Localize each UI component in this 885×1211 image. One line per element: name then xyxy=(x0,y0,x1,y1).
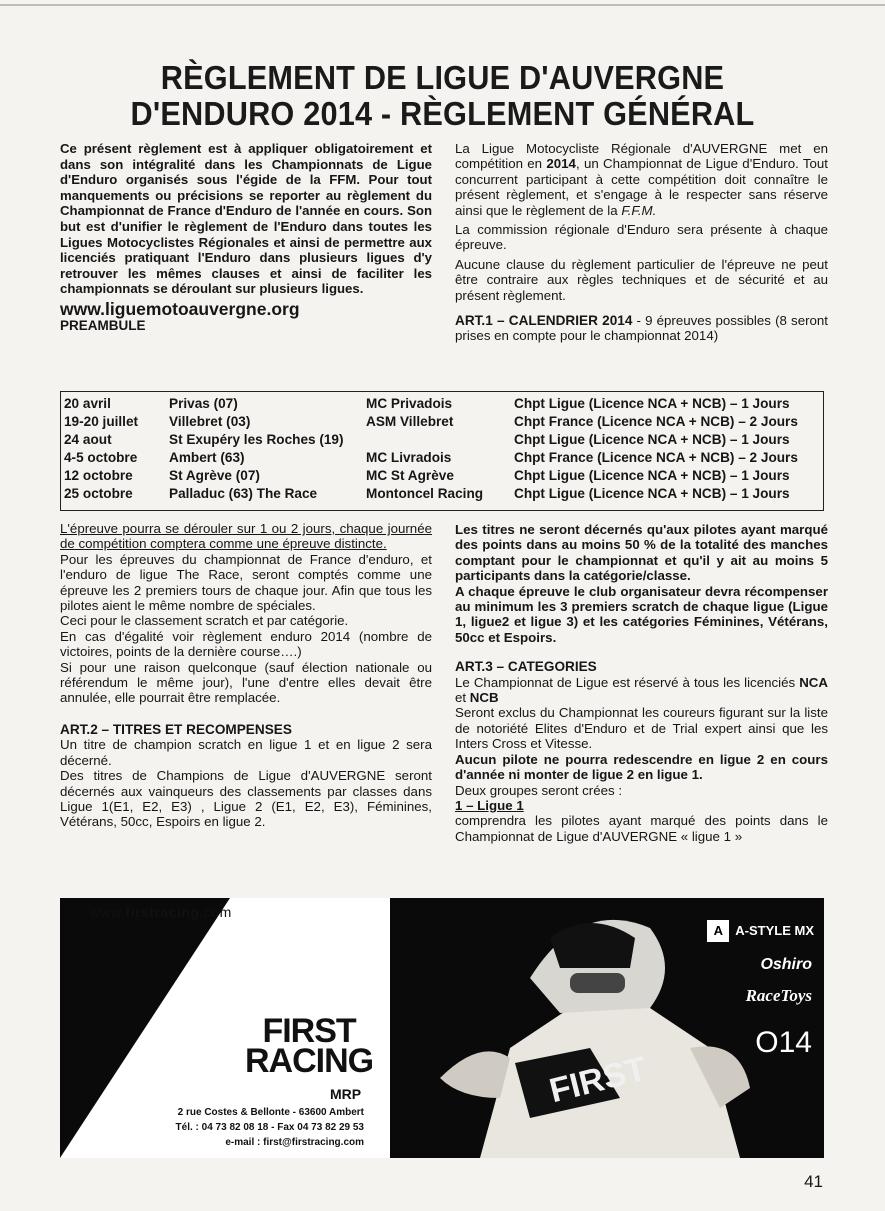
ad-url[interactable] xyxy=(90,904,232,920)
logo-line-1: FIRST xyxy=(262,1012,356,1050)
text-span: www. xyxy=(90,904,126,920)
art1-paragraph xyxy=(455,313,828,344)
ad-phone: Tél. : 04 73 82 08 18 - Fax 04 73 82 29 53 xyxy=(175,1122,364,1133)
left-body-p4: Si pour une raison quelconque (sauf élection nationale ou référendum le même jour), l'une d'entre elles devait être annulée, elle pourrait être remplacée. xyxy=(60,659,432,706)
cal-date: 24 aout xyxy=(64,432,112,447)
nca-span: NCA xyxy=(799,674,828,690)
logo-line-2: RACING xyxy=(245,1042,374,1080)
cal-date: 20 avril xyxy=(64,396,111,411)
right-intro-p3: Aucune clause du règlement particulier de l'épreuve ne peut être contraire aux règles techniques et de sécurité et au présent règlement. xyxy=(455,256,828,303)
title-line-2: D'ENDURO 2014 - RÈGLEMENT GÉNÉRAL xyxy=(130,95,755,132)
brand-oshiro: Oshiro xyxy=(760,956,812,973)
ad-address: 2 rue Costes & Bellonte - 63600 Ambert xyxy=(177,1107,364,1118)
right-body-column xyxy=(455,522,828,844)
right-intro-p1 xyxy=(455,141,828,218)
art3-p4: Deux groupes seront crées : xyxy=(455,782,623,798)
intro-column xyxy=(60,141,432,333)
year-span: 2014 xyxy=(546,156,576,172)
art3-p3: Aucun pilote ne pourra redescendre en ligue 2 en cours d'année ni monter de ligue 2 en ligue 1. xyxy=(455,751,828,783)
website-link[interactable]: www.liguemotoauvergne.org xyxy=(60,298,300,319)
advertisement xyxy=(60,898,824,1158)
art2-heading: ART.2 – TITRES ET RECOMPENSES xyxy=(60,721,292,737)
text-span: Le Championnat de Ligue est réservé à tous les licenciés xyxy=(455,674,800,690)
cal-place: St Exupéry les Roches (19) xyxy=(169,432,344,447)
text-span: firstracing xyxy=(125,904,200,920)
cal-type: Chpt Ligue (Licence NCA + NCB) – 1 Jours xyxy=(514,486,790,501)
left-body-p2: Ceci pour le classement scratch et par catégorie. xyxy=(60,613,349,629)
jersey-text: FIRST xyxy=(545,1049,651,1111)
left-body-p3: En cas d'égalité voir règlement enduro 2014 (nombre de victoires, points de la dernière course….) xyxy=(60,628,432,660)
cal-place: St Agrève (07) xyxy=(169,468,260,483)
page-number: 41 xyxy=(804,1172,823,1191)
art3-p1 xyxy=(455,675,828,706)
first-racing-logo xyxy=(245,1012,374,1080)
ad-company: MRP xyxy=(330,1086,362,1102)
cal-place: Ambert (63) xyxy=(169,450,245,465)
title-line-1: RÈGLEMENT DE LIGUE D'AUVERGNE xyxy=(160,59,725,96)
art2-p1: Un titre de champion scratch en ligue 1 et en ligue 2 sera décerné. xyxy=(60,737,432,768)
table-row xyxy=(61,396,823,414)
cal-type: Chpt France (Licence NCA + NCB) – 2 Jours xyxy=(514,414,798,429)
cal-date: 19-20 juillet xyxy=(64,414,139,429)
table-row xyxy=(61,432,823,450)
astyle-logo-icon: A xyxy=(707,920,729,942)
right-intro-column xyxy=(455,141,828,344)
ligue1-text: comprendra les pilotes ayant marqué des points dans le Championnat de Ligue d'AUVERGNE « ligue 1 » xyxy=(455,813,828,844)
table-row xyxy=(61,468,823,486)
brand1-label: A-STYLE MX xyxy=(735,923,814,938)
table-row xyxy=(61,486,823,504)
left-body-column xyxy=(60,521,432,830)
preamble-heading: PREAMBULE xyxy=(60,317,146,333)
cal-type: Chpt Ligue (Licence NCA + NCB) – 1 Jours xyxy=(514,468,790,483)
left-body-p1: Pour les épreuves du championnat de France d'enduro, et l'enduro de ligue The Race, seront comptés comme une épreuve les 2 premiers tours de chaque jour. Afin que tous les pilotes aient le même nombre de spéciales. xyxy=(60,551,432,614)
right-body-b1: Les titres ne seront décernés qu'aux pilotes ayant marqué des points dans au moins 50 % de la totalité des manches comptant pour le championnat et qu'il y ait au moins 5 participants dans la catégorie/classe. xyxy=(455,522,828,584)
table-row xyxy=(61,414,823,432)
cal-club: ASM Villebret xyxy=(366,414,454,429)
cal-place: Villebret (03) xyxy=(169,414,251,429)
cal-club: MC Livradois xyxy=(366,450,452,465)
art3-heading: ART.3 – CATEGORIES xyxy=(455,659,597,675)
intro-text: Ce présent règlement est à appliquer obligatoirement et dans son intégralité dans les Championnats de Ligue d'Enduro organisés sous l'égide de la FFM. Pour tout manquements ou précisions se reporter au règlement du Championnat de France d'Enduro de l'année en cours. Son but est d'unifier le règlement de l'Enduro dans toutes les Ligues Motocyclistes Régionales et ainsi de permettre aux licenciés pratiquant l'Enduro dans plusieurs ligues d'y retrouver les mêmes clauses et ainsi de faciliter les championnats se déroulant sur plusieurs ligues. xyxy=(60,141,432,297)
rider-illustration-icon xyxy=(420,898,750,1158)
cal-date: 4-5 octobre xyxy=(64,450,138,465)
cal-club: MC St Agrève xyxy=(366,468,454,483)
ad-email: e-mail : first@firstracing.com xyxy=(225,1137,364,1148)
ad-contact xyxy=(176,1105,364,1150)
cal-date: 12 octobre xyxy=(64,468,133,483)
underlined-note: L'épreuve pourra se dérouler sur 1 ou 2 jours, chaque journée de compétition comptera comme une épreuve distincte. xyxy=(60,521,432,552)
cal-place: Privas (07) xyxy=(169,396,238,411)
cal-type: Chpt Ligue (Licence NCA + NCB) – 1 Jours xyxy=(514,396,790,411)
art2-p2: Des titres de Champions de Ligue d'AUVERGNE seront décernés aux vainqueurs des classements par classes dans Ligue 1(E1, E2, E3) , Ligue 2 (E1, E2, E3), Féminines, Vétérans, 50cc, Espoirs en ligue 2. xyxy=(60,768,432,830)
text-span: .com xyxy=(199,904,232,920)
right-intro-p2: La commission régionale d'Enduro sera présente à chaque épreuve. xyxy=(455,222,828,253)
ffm-span: F.F.M. xyxy=(621,202,657,218)
cal-type: Chpt Ligue (Licence NCA + NCB) – 1 Jours xyxy=(514,432,790,447)
brand-racetoys: RaceToys xyxy=(745,986,812,1005)
art1-heading: ART.1 – CALENDRIER 2014 xyxy=(455,313,633,329)
cal-type: Chpt France (Licence NCA + NCB) – 2 Jours xyxy=(514,450,798,465)
ncb-span: NCB xyxy=(469,690,499,706)
cal-date: 25 octobre xyxy=(64,486,133,501)
top-rule xyxy=(0,4,885,6)
text-span: , un Championnat de Ligue d'Enduro. Tout concurrent participant à cette compétition doit connaître le présent règlement, et s'engage à le respecter sans réserve ainsi que le règlement de la xyxy=(455,156,828,218)
art1-text: - 9 épreuves possibles (8 seront prises en compte pour le championnat 2014) xyxy=(455,313,828,344)
calendar-table xyxy=(60,391,824,511)
ligue1-heading: 1 – Ligue 1 xyxy=(455,797,524,813)
cal-club: MC Privadois xyxy=(366,396,453,411)
text-span: et xyxy=(455,690,470,706)
table-row xyxy=(61,450,823,468)
cal-place: Palladuc (63) The Race xyxy=(169,486,318,501)
cal-club: Montoncel Racing xyxy=(366,486,484,501)
brand-astyle xyxy=(707,920,814,942)
right-body-b2: A chaque épreuve le club organisateur devra récompenser au minimum les 3 premiers scratch de chaque ligue (Ligue 1, ligue2 et ligue 3) et les catégories Féminines, Vétérans, 50cc et Espoirs. xyxy=(455,583,828,645)
page-title xyxy=(87,60,798,132)
text-span: La Ligue Motocycliste Régionale d'AUVERGNE met en compétition en xyxy=(455,141,828,172)
art3-p2: Seront exclus du Championnat les coureurs figurant sur la liste de notoriété Elites d'Enduro et de Trial expert ainsi que les Inters Cross et Vitesse. xyxy=(455,705,828,752)
ad-year: O14 xyxy=(755,1026,812,1059)
